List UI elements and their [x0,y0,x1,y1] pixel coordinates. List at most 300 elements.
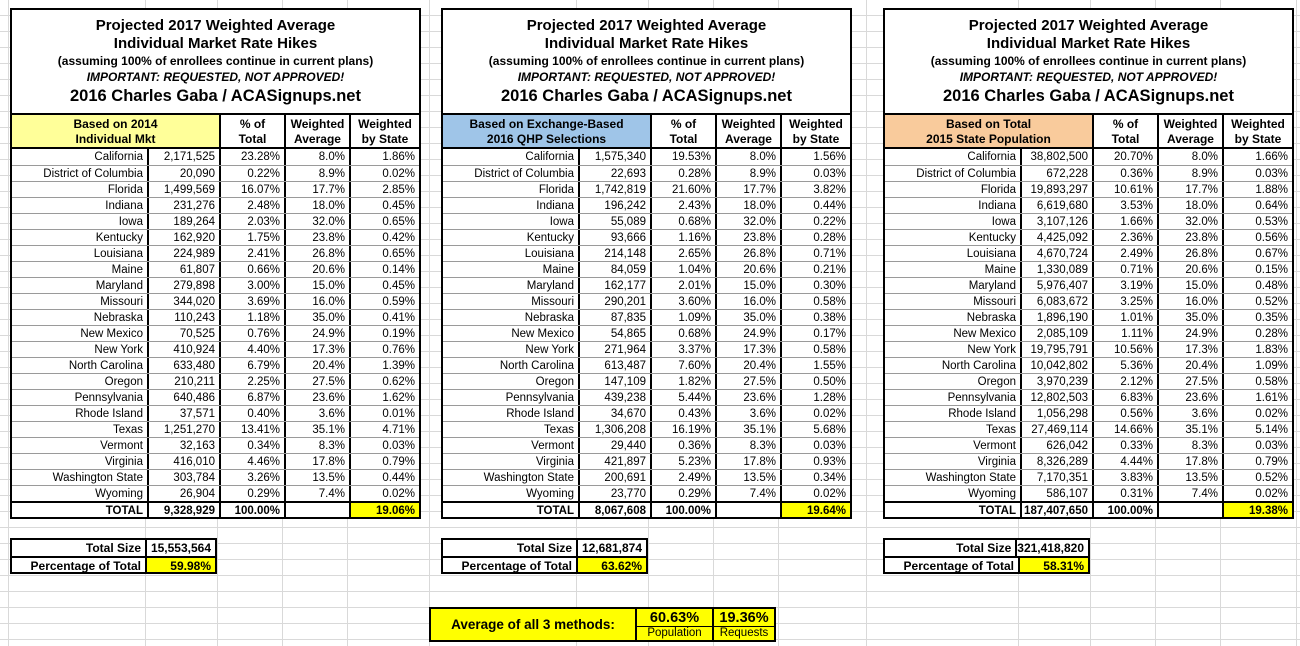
cell-weighted-average[interactable]: 32.0% [284,214,349,229]
cell-weighted-by-state[interactable]: 3.82% [780,182,850,197]
cell-weighted-average[interactable] [1157,503,1222,517]
cell-pct-of-total[interactable]: 0.68% [650,214,715,229]
cell-weighted-by-state[interactable]: 0.28% [1222,326,1292,341]
cell-pct-of-total[interactable]: 7.60% [650,358,715,373]
cell-market-size[interactable]: 84,059 [578,262,650,277]
cell-market-size[interactable]: 416,010 [147,454,219,469]
cell-weighted-by-state[interactable]: 0.02% [780,406,850,421]
cell-pct-of-total[interactable]: 13.41% [219,422,284,437]
cell-weighted-by-state[interactable]: 0.65% [349,214,419,229]
cell-market-size[interactable]: 1,499,569 [147,182,219,197]
cell-state-name[interactable]: Kentucky [526,232,574,244]
cell-pct-of-total[interactable]: 2.49% [1092,246,1157,261]
cell-weighted-by-state[interactable]: 0.45% [349,278,419,293]
cell-market-size[interactable]: 439,238 [578,390,650,405]
cell-state-name[interactable]: Washington State [483,472,574,484]
cell-weighted-average[interactable]: 7.4% [1157,486,1222,501]
cell-market-size[interactable]: 19,795,791 [1020,342,1092,357]
cell-state-name[interactable]: North Carolina [941,360,1016,372]
cell-pct-of-total[interactable]: 0.71% [1092,262,1157,277]
cell-market-size[interactable]: 20,090 [147,166,219,181]
cell-weighted-by-state[interactable]: 1.62% [349,390,419,405]
cell-weighted-average[interactable]: 15.0% [1157,278,1222,293]
cell-market-size[interactable]: 9,328,929 [147,503,219,517]
cell-weighted-by-state[interactable]: 0.02% [1222,486,1292,501]
cell-weighted-average[interactable] [715,503,780,517]
cell-market-size[interactable]: 147,109 [578,374,650,389]
cell-pct-of-total[interactable]: 2.25% [219,374,284,389]
cell-market-size[interactable]: 87,835 [578,310,650,325]
cell-market-size[interactable]: 187,407,650 [1020,503,1092,517]
cell-weighted-by-state[interactable]: 0.67% [1222,246,1292,261]
cell-weighted-average[interactable]: 26.8% [284,246,349,261]
cell-state-name[interactable]: New Mexico [953,328,1016,340]
cell-market-size[interactable]: 2,171,525 [147,149,219,165]
cell-market-size[interactable]: 586,107 [1020,486,1092,501]
cell-weighted-average[interactable]: 35.1% [1157,422,1222,437]
cell-market-size[interactable]: 421,897 [578,454,650,469]
cell-weighted-average[interactable]: 23.6% [715,390,780,405]
total-size-value[interactable]: 12,681,874 [576,540,646,556]
cell-pct-of-total[interactable]: 3.69% [219,294,284,309]
cell-pct-of-total[interactable]: 5.44% [650,390,715,405]
cell-weighted-average[interactable]: 20.4% [284,358,349,373]
cell-market-size[interactable]: 54,865 [578,326,650,341]
cell-pct-of-total[interactable]: 0.40% [219,406,284,421]
cell-state-name[interactable]: Texas [543,424,574,436]
cell-weighted-by-state[interactable]: 0.02% [349,166,419,181]
cell-pct-of-total[interactable]: 0.36% [1092,166,1157,181]
cell-state-name[interactable]: Maine [542,264,574,276]
total-size-value[interactable]: 15,553,564 [145,540,215,556]
cell-state-name[interactable]: Louisiana [93,248,143,260]
cell-weighted-by-state[interactable]: 0.03% [780,438,850,453]
cell-market-size[interactable]: 29,440 [578,438,650,453]
cell-pct-of-total[interactable]: 0.29% [219,486,284,501]
cell-state-name[interactable]: Florida [980,184,1016,196]
cell-weighted-average[interactable]: 8.9% [715,166,780,181]
cell-weighted-average[interactable]: 27.5% [284,374,349,389]
cell-weighted-by-state[interactable]: 1.39% [349,358,419,373]
cell-weighted-by-state[interactable]: 0.52% [1222,470,1292,485]
cell-weighted-average[interactable]: 17.3% [1157,342,1222,357]
cell-state-name[interactable]: California [967,151,1016,163]
cell-weighted-average[interactable] [284,503,349,517]
cell-market-size[interactable]: 5,976,407 [1020,278,1092,293]
cell-state-name[interactable]: Nebraska [93,312,143,324]
cell-weighted-by-state[interactable]: 0.65% [349,246,419,261]
cell-weighted-average[interactable]: 17.7% [715,182,780,197]
cell-state-name[interactable]: Rhode Island [506,408,574,420]
cell-weighted-by-state[interactable]: 0.79% [1222,454,1292,469]
cell-weighted-average[interactable]: 15.0% [284,278,349,293]
cell-state-name[interactable]: Texas [985,424,1016,436]
cell-weighted-average[interactable]: 20.6% [715,262,780,277]
cell-pct-of-total[interactable]: 1.11% [1092,326,1157,341]
cell-pct-of-total[interactable]: 0.68% [650,326,715,341]
cell-pct-of-total[interactable]: 4.44% [1092,454,1157,469]
cell-weighted-average[interactable]: 7.4% [284,486,349,501]
cell-pct-of-total[interactable]: 0.28% [650,166,715,181]
cell-pct-of-total[interactable]: 3.53% [1092,198,1157,213]
cell-weighted-by-state[interactable]: 0.35% [1222,310,1292,325]
cell-market-size[interactable]: 1,896,190 [1020,310,1092,325]
cell-weighted-by-state[interactable]: 0.44% [349,470,419,485]
cell-market-size[interactable]: 1,251,270 [147,422,219,437]
cell-weighted-average[interactable]: 7.4% [715,486,780,501]
cell-state-name[interactable]: Maine [111,264,143,276]
cell-state-name[interactable]: Nebraska [524,312,574,324]
cell-state-name[interactable]: Rhode Island [948,408,1016,420]
cell-state-name[interactable]: Maine [984,264,1016,276]
cell-weighted-average[interactable]: 23.6% [1157,390,1222,405]
cell-market-size[interactable]: 640,486 [147,390,219,405]
cell-state-name[interactable]: Oregon [977,376,1016,388]
average-requests-value[interactable]: 19.36% [714,609,774,627]
cell-state-name[interactable]: Wyoming [95,488,143,500]
cell-pct-of-total[interactable]: 2.43% [650,198,715,213]
cell-weighted-by-state[interactable]: 0.62% [349,374,419,389]
cell-weighted-by-state[interactable]: 1.66% [1222,149,1292,165]
cell-market-size[interactable]: 22,693 [578,166,650,181]
cell-pct-of-total[interactable]: 10.56% [1092,342,1157,357]
cell-state-name[interactable]: Vermont [100,440,143,452]
cell-weighted-by-state[interactable]: 1.55% [780,358,850,373]
cell-market-size[interactable]: 303,784 [147,470,219,485]
cell-market-size[interactable]: 2,085,109 [1020,326,1092,341]
cell-market-size[interactable]: 34,670 [578,406,650,421]
cell-state-name[interactable]: North Carolina [499,360,574,372]
cell-state-name[interactable]: Kentucky [968,232,1016,244]
cell-state-name[interactable]: Louisiana [966,248,1016,260]
cell-weighted-by-state[interactable]: 0.38% [780,310,850,325]
cell-pct-of-total[interactable]: 3.26% [219,470,284,485]
cell-weighted-average[interactable]: 27.5% [1157,374,1222,389]
cell-weighted-average[interactable]: 35.1% [715,422,780,437]
cell-weighted-average[interactable]: 35.0% [715,310,780,325]
cell-pct-of-total[interactable]: 14.66% [1092,422,1157,437]
cell-pct-of-total[interactable]: 16.19% [650,422,715,437]
cell-pct-of-total[interactable]: 6.87% [219,390,284,405]
cell-state-name[interactable]: Indiana [978,200,1016,212]
cell-market-size[interactable]: 210,211 [147,374,219,389]
cell-state-name[interactable]: Washington State [52,472,143,484]
cell-weighted-average[interactable]: 8.0% [284,149,349,165]
cell-market-size[interactable]: 279,898 [147,278,219,293]
cell-pct-of-total[interactable]: 0.56% [1092,406,1157,421]
cell-weighted-by-state[interactable]: 19.06% [349,503,419,517]
average-population-value[interactable]: 60.63% [637,609,712,627]
cell-weighted-by-state[interactable]: 0.02% [1222,406,1292,421]
cell-weighted-by-state[interactable]: 0.42% [349,230,419,245]
cell-state-name[interactable]: Iowa [118,216,143,228]
cell-pct-of-total[interactable]: 3.00% [219,278,284,293]
percentage-of-total-value[interactable]: 59.98% [145,558,215,572]
cell-weighted-average[interactable]: 35.1% [284,422,349,437]
cell-pct-of-total[interactable]: 2.41% [219,246,284,261]
cell-weighted-average[interactable]: 23.8% [1157,230,1222,245]
cell-weighted-average[interactable]: 17.8% [715,454,780,469]
cell-weighted-average[interactable]: 20.4% [1157,358,1222,373]
cell-state-name[interactable]: Nebraska [966,312,1016,324]
cell-weighted-by-state[interactable]: 0.15% [1222,262,1292,277]
cell-market-size[interactable]: 1,306,208 [578,422,650,437]
cell-state-name[interactable]: District of Columbia [916,168,1016,180]
cell-market-size[interactable]: 8,326,289 [1020,454,1092,469]
cell-pct-of-total[interactable]: 100.00% [219,503,284,517]
cell-market-size[interactable]: 38,802,500 [1020,149,1092,165]
cell-pct-of-total[interactable]: 100.00% [650,503,715,517]
cell-weighted-by-state[interactable]: 0.28% [780,230,850,245]
cell-state-name[interactable]: Florida [538,184,574,196]
cell-pct-of-total[interactable]: 19.53% [650,149,715,165]
cell-weighted-average[interactable]: 27.5% [715,374,780,389]
cell-weighted-average[interactable]: 13.5% [715,470,780,485]
cell-weighted-by-state[interactable]: 0.30% [780,278,850,293]
cell-market-size[interactable]: 6,083,672 [1020,294,1092,309]
cell-market-size[interactable]: 410,924 [147,342,219,357]
cell-weighted-by-state[interactable]: 0.01% [349,406,419,421]
cell-pct-of-total[interactable]: 4.46% [219,454,284,469]
cell-weighted-by-state[interactable]: 0.53% [1222,214,1292,229]
cell-weighted-by-state[interactable]: 1.83% [1222,342,1292,357]
cell-pct-of-total[interactable]: 21.60% [650,182,715,197]
cell-pct-of-total[interactable]: 23.28% [219,149,284,165]
cell-weighted-average[interactable]: 23.6% [284,390,349,405]
cell-pct-of-total[interactable]: 0.34% [219,438,284,453]
cell-pct-of-total[interactable]: 3.60% [650,294,715,309]
cell-pct-of-total[interactable]: 3.83% [1092,470,1157,485]
cell-weighted-by-state[interactable]: 0.44% [780,198,850,213]
cell-market-size[interactable]: 7,170,351 [1020,470,1092,485]
cell-weighted-average[interactable]: 35.0% [284,310,349,325]
cell-pct-of-total[interactable]: 2.65% [650,246,715,261]
cell-weighted-average[interactable]: 20.6% [1157,262,1222,277]
cell-market-size[interactable]: 19,893,297 [1020,182,1092,197]
cell-pct-of-total[interactable]: 2.49% [650,470,715,485]
cell-market-size[interactable]: 55,089 [578,214,650,229]
cell-pct-of-total[interactable]: 2.03% [219,214,284,229]
cell-state-name[interactable]: California [94,151,143,163]
cell-weighted-average[interactable]: 17.7% [1157,182,1222,197]
cell-weighted-average[interactable]: 3.6% [1157,406,1222,421]
cell-state-name[interactable]: Louisiana [524,248,574,260]
cell-weighted-average[interactable]: 8.9% [1157,166,1222,181]
cell-state-name[interactable]: Iowa [549,216,574,228]
cell-weighted-by-state[interactable]: 0.21% [780,262,850,277]
cell-weighted-by-state[interactable]: 0.48% [1222,278,1292,293]
cell-pct-of-total[interactable]: 16.07% [219,182,284,197]
cell-pct-of-total[interactable]: 0.66% [219,262,284,277]
cell-weighted-average[interactable]: 8.3% [1157,438,1222,453]
cell-market-size[interactable]: 1,330,089 [1020,262,1092,277]
cell-market-size[interactable]: 290,201 [578,294,650,309]
cell-pct-of-total[interactable]: 1.04% [650,262,715,277]
cell-weighted-by-state[interactable]: 0.34% [780,470,850,485]
cell-state-name[interactable]: New York [967,344,1016,356]
cell-market-size[interactable]: 8,067,608 [578,503,650,517]
cell-state-name[interactable]: Missouri [100,296,143,308]
cell-weighted-by-state[interactable]: 2.85% [349,182,419,197]
cell-market-size[interactable]: 189,264 [147,214,219,229]
cell-weighted-by-state[interactable]: 0.03% [1222,438,1292,453]
cell-state-name[interactable]: Maryland [526,280,574,292]
cell-state-name[interactable]: Maryland [95,280,143,292]
cell-state-name[interactable]: California [525,151,574,163]
cell-market-size[interactable]: 4,425,092 [1020,230,1092,245]
cell-weighted-average[interactable]: 24.9% [715,326,780,341]
cell-weighted-by-state[interactable]: 0.22% [780,214,850,229]
cell-state-name[interactable]: Missouri [531,296,574,308]
cell-weighted-average[interactable]: 3.6% [284,406,349,421]
cell-weighted-average[interactable]: 18.0% [1157,198,1222,213]
cell-weighted-average[interactable]: 24.9% [1157,326,1222,341]
cell-state-name[interactable]: Wyoming [968,488,1016,500]
cell-market-size[interactable]: 3,107,126 [1020,214,1092,229]
cell-pct-of-total[interactable]: 1.75% [219,230,284,245]
cell-weighted-by-state[interactable]: 0.79% [349,454,419,469]
cell-market-size[interactable]: 6,619,680 [1020,198,1092,213]
cell-weighted-average[interactable]: 8.3% [284,438,349,453]
cell-state-name[interactable]: Pennsylvania [505,392,574,404]
cell-market-size[interactable]: 1,575,340 [578,149,650,165]
cell-weighted-average[interactable]: 26.8% [715,246,780,261]
cell-pct-of-total[interactable]: 1.18% [219,310,284,325]
cell-weighted-by-state[interactable]: 0.59% [349,294,419,309]
cell-state-name[interactable]: Missouri [973,296,1016,308]
cell-weighted-by-state[interactable]: 4.71% [349,422,419,437]
cell-market-size[interactable]: 162,920 [147,230,219,245]
cell-weighted-by-state[interactable]: 1.88% [1222,182,1292,197]
cell-market-size[interactable]: 224,989 [147,246,219,261]
percentage-of-total-value[interactable]: 58.31% [1018,558,1088,572]
cell-weighted-by-state[interactable]: 0.56% [1222,230,1292,245]
cell-market-size[interactable]: 93,666 [578,230,650,245]
cell-weighted-average[interactable]: 8.9% [284,166,349,181]
cell-weighted-by-state[interactable]: 0.58% [1222,374,1292,389]
cell-state-name[interactable]: North Carolina [68,360,143,372]
cell-market-size[interactable]: 1,742,819 [578,182,650,197]
cell-pct-of-total[interactable]: 100.00% [1092,503,1157,517]
cell-state-name[interactable]: New York [525,344,574,356]
cell-weighted-average[interactable]: 13.5% [1157,470,1222,485]
cell-weighted-average[interactable]: 16.0% [1157,294,1222,309]
cell-weighted-by-state[interactable]: 0.17% [780,326,850,341]
cell-pct-of-total[interactable]: 0.36% [650,438,715,453]
cell-state-name[interactable]: New Mexico [80,328,143,340]
cell-weighted-by-state[interactable]: 0.03% [780,166,850,181]
cell-state-name[interactable]: Florida [107,184,143,196]
cell-state-name[interactable]: Oregon [104,376,143,388]
cell-weighted-by-state[interactable]: 0.19% [349,326,419,341]
cell-weighted-average[interactable]: 17.3% [715,342,780,357]
cell-weighted-by-state[interactable]: 0.52% [1222,294,1292,309]
cell-weighted-by-state[interactable]: 0.50% [780,374,850,389]
cell-weighted-average[interactable]: 8.3% [715,438,780,453]
cell-pct-of-total[interactable]: 4.40% [219,342,284,357]
cell-market-size[interactable]: 344,020 [147,294,219,309]
cell-market-size[interactable]: 70,525 [147,326,219,341]
cell-state-name[interactable]: District of Columbia [474,168,574,180]
cell-market-size[interactable]: 231,276 [147,198,219,213]
cell-state-name[interactable]: Kentucky [95,232,143,244]
cell-weighted-average[interactable]: 23.8% [715,230,780,245]
cell-weighted-by-state[interactable]: 19.64% [780,503,850,517]
cell-weighted-average[interactable]: 17.3% [284,342,349,357]
cell-weighted-by-state[interactable]: 0.02% [349,486,419,501]
cell-weighted-by-state[interactable]: 19.38% [1222,503,1292,517]
cell-weighted-by-state[interactable]: 0.03% [1222,166,1292,181]
cell-weighted-average[interactable]: 17.7% [284,182,349,197]
cell-state-name[interactable]: TOTAL [536,505,574,517]
cell-weighted-average[interactable]: 15.0% [715,278,780,293]
cell-state-name[interactable]: Virginia [104,456,143,468]
cell-market-size[interactable]: 1,056,298 [1020,406,1092,421]
cell-weighted-average[interactable]: 35.0% [1157,310,1222,325]
cell-pct-of-total[interactable]: 2.36% [1092,230,1157,245]
cell-state-name[interactable]: Texas [112,424,143,436]
cell-pct-of-total[interactable]: 0.43% [650,406,715,421]
cell-pct-of-total[interactable]: 6.79% [219,358,284,373]
cell-market-size[interactable]: 110,243 [147,310,219,325]
cell-weighted-by-state[interactable]: 0.76% [349,342,419,357]
cell-state-name[interactable]: Vermont [531,440,574,452]
cell-pct-of-total[interactable]: 1.16% [650,230,715,245]
cell-market-size[interactable]: 613,487 [578,358,650,373]
cell-weighted-average[interactable]: 3.6% [715,406,780,421]
cell-pct-of-total[interactable]: 0.76% [219,326,284,341]
cell-market-size[interactable]: 271,964 [578,342,650,357]
cell-state-name[interactable]: Indiana [536,200,574,212]
cell-state-name[interactable]: New Mexico [511,328,574,340]
cell-weighted-by-state[interactable]: 1.86% [349,149,419,165]
cell-weighted-average[interactable]: 23.8% [284,230,349,245]
cell-state-name[interactable]: Maryland [968,280,1016,292]
cell-market-size[interactable]: 37,571 [147,406,219,421]
cell-weighted-by-state[interactable]: 0.45% [349,198,419,213]
cell-market-size[interactable]: 27,469,114 [1020,422,1092,437]
cell-weighted-by-state[interactable]: 1.09% [1222,358,1292,373]
cell-market-size[interactable]: 3,970,239 [1020,374,1092,389]
cell-weighted-average[interactable]: 16.0% [284,294,349,309]
cell-weighted-average[interactable]: 24.9% [284,326,349,341]
cell-state-name[interactable]: Washington State [925,472,1016,484]
cell-weighted-by-state[interactable]: 5.68% [780,422,850,437]
cell-market-size[interactable]: 214,148 [578,246,650,261]
cell-pct-of-total[interactable]: 2.01% [650,278,715,293]
cell-market-size[interactable]: 23,770 [578,486,650,501]
cell-weighted-by-state[interactable]: 1.28% [780,390,850,405]
cell-pct-of-total[interactable]: 10.61% [1092,182,1157,197]
cell-pct-of-total[interactable]: 20.70% [1092,149,1157,165]
cell-pct-of-total[interactable]: 3.25% [1092,294,1157,309]
cell-state-name[interactable]: TOTAL [105,505,143,517]
cell-pct-of-total[interactable]: 1.82% [650,374,715,389]
cell-weighted-average[interactable]: 8.0% [1157,149,1222,165]
cell-state-name[interactable]: TOTAL [978,505,1016,517]
cell-state-name[interactable]: Pennsylvania [74,392,143,404]
cell-weighted-average[interactable]: 8.0% [715,149,780,165]
cell-state-name[interactable]: Vermont [973,440,1016,452]
cell-market-size[interactable]: 672,228 [1020,166,1092,181]
cell-state-name[interactable]: Rhode Island [75,408,143,420]
cell-weighted-by-state[interactable]: 0.02% [780,486,850,501]
cell-weighted-average[interactable]: 18.0% [284,198,349,213]
cell-weighted-average[interactable]: 26.8% [1157,246,1222,261]
cell-pct-of-total[interactable]: 5.36% [1092,358,1157,373]
cell-pct-of-total[interactable]: 0.22% [219,166,284,181]
cell-pct-of-total[interactable]: 1.09% [650,310,715,325]
